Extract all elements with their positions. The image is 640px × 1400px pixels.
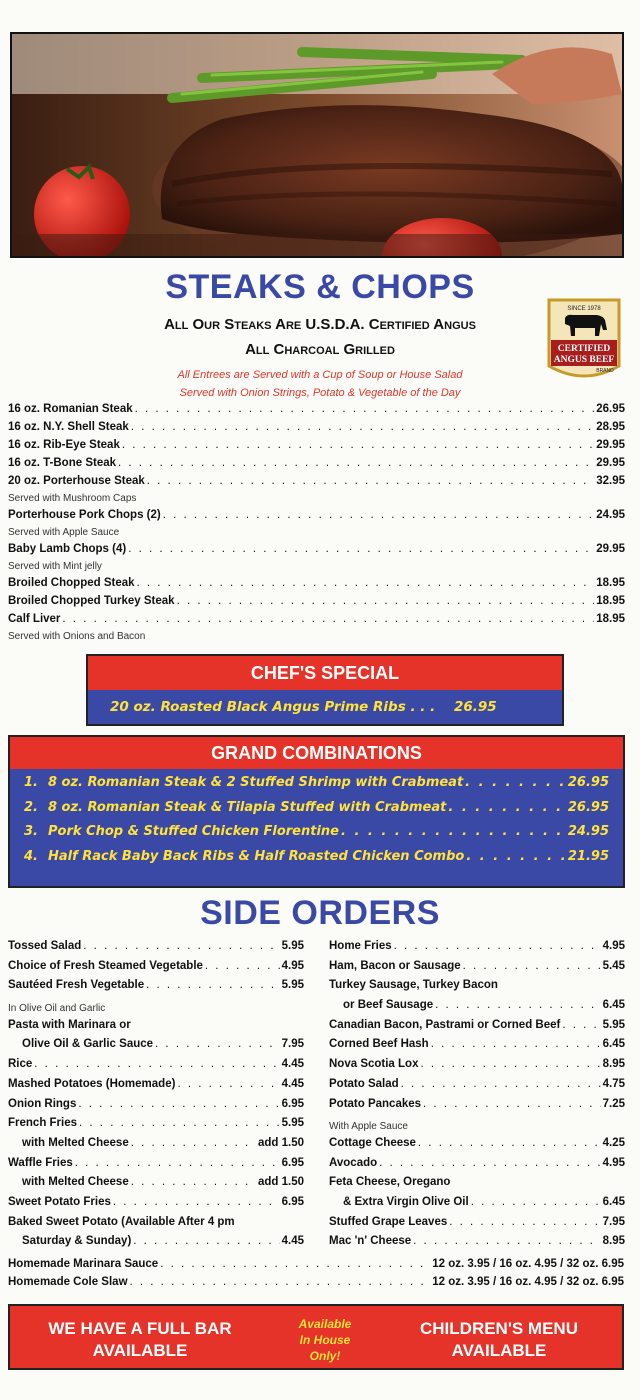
combination-name: 8 oz. Romanian Steak & 2 Stuffed Shrimp with Crabmeat (47, 775, 464, 790)
side-order-item-name: Onion Rings (8, 1097, 77, 1110)
side-order-item-price: add 1.50 (257, 1136, 304, 1149)
side-order-item-price: 5.95 (281, 979, 304, 992)
steak-item-price: 29.95 (596, 543, 625, 555)
badge-line2: ANGUS BEEF (553, 355, 615, 365)
grilled-subtitle: All Charcoal Grilled (245, 341, 395, 358)
side-order-item (8, 960, 304, 980)
side-order-item-price: 5.95 (281, 1117, 304, 1130)
side-order-item-name: French Fries (8, 1117, 78, 1130)
side-order-item-price: add 1.50 (257, 1176, 304, 1189)
side-order-item-name: Nova Scotia Lox (329, 1058, 419, 1071)
steak-item (8, 421, 625, 439)
side-order-item (8, 1038, 304, 1058)
childrens-menu-line1: CHILDREN'S MENU (420, 1319, 578, 1338)
side-order-item (329, 1216, 625, 1236)
steak-item-price: 29.95 (596, 457, 625, 469)
side-order-item-price: 6.45 (602, 999, 625, 1012)
steak-item (8, 543, 625, 561)
full-bar-line1: WE HAVE A FULL BAR (48, 1319, 232, 1338)
side-order-item-name: & Extra Virgin Olive Oil (343, 1195, 469, 1208)
steak-item-price: 26.95 (596, 403, 625, 415)
side-order-item-name: Avocado (329, 1156, 378, 1169)
side-orders-left-column (8, 940, 304, 1255)
steak-description: Served with Onions and Bacon (8, 631, 146, 642)
side-order-item-price: 4.95 (602, 1156, 625, 1169)
chefs-special-title: CHEF'S SPECIAL (88, 656, 562, 690)
steak-item (8, 475, 625, 493)
dot-leader (466, 849, 566, 864)
side-order-item (8, 979, 304, 999)
side-order-item-price: 8.95 (602, 1235, 625, 1248)
dot-leader (113, 1196, 280, 1208)
steak-item-price: 29.95 (596, 439, 625, 451)
side-order-item (329, 979, 625, 999)
steak-list (8, 403, 625, 647)
combination-item (24, 775, 609, 800)
in-house-line3: Only! (309, 1349, 341, 1363)
side-order-item-price: 4.45 (281, 1058, 304, 1071)
steaks-subtitle: All Our Steaks Are U.S.D.A. Certified Angus (164, 316, 476, 333)
dot-leader (379, 1157, 600, 1169)
dot-leader (137, 577, 595, 589)
side-order-item-price: 4.75 (602, 1077, 625, 1090)
dot-leader (465, 775, 566, 790)
dot-leader (155, 1038, 280, 1050)
side-order-item-name: Canadian Bacon, Pastrami or Corned Beef (329, 1018, 561, 1031)
dot-leader (394, 940, 601, 952)
in-house-line2: In House (299, 1333, 351, 1347)
dot-leader (131, 1137, 256, 1149)
side-order-item-price: 6.45 (602, 1038, 625, 1051)
side-order-item (8, 1157, 304, 1177)
dot-leader (449, 1216, 600, 1228)
side-order-item-price: 4.95 (602, 940, 625, 952)
side-order-item-name: Cottage Cheese (329, 1136, 416, 1149)
dot-leader (463, 960, 601, 972)
side-order-item-name: with Melted Cheese (22, 1136, 129, 1149)
steak-item-name: 16 oz. T-Bone Steak (8, 457, 117, 469)
chefs-special-item (88, 690, 562, 724)
steak-item-price: 24.95 (596, 509, 625, 521)
side-order-item-name: Saturday & Sunday) (22, 1235, 132, 1248)
side-order-item-price: 7.25 (602, 1097, 625, 1110)
side-order-item-price: 4.45 (281, 1077, 304, 1090)
side-order-item (329, 1235, 625, 1255)
entree-note: All Entrees are Served with a Cup of Soup or House Salad (177, 369, 463, 381)
side-order-item-name: Pasta with Marinara or (8, 1018, 131, 1031)
side-order-item (329, 999, 625, 1019)
side-order-item-name: Home Fries (329, 940, 392, 952)
side-order-item-name: Olive Oil & Garlic Sauce (22, 1038, 154, 1051)
side-order-item-price: 12 oz. 3.95 / 16 oz. 4.95 / 32 oz. 6.95 (432, 1258, 624, 1270)
side-order-item-name: Ham, Bacon or Sausage (329, 959, 461, 972)
side-orders-right-column (329, 940, 625, 1255)
steak-item-name: 20 oz. Porterhouse Steak (8, 475, 145, 487)
side-order-item-name: Sweet Potato Fries (8, 1195, 111, 1208)
side-order-item-price: 6.95 (281, 1195, 304, 1208)
side-order-item (329, 1038, 625, 1058)
side-order-item (8, 1098, 304, 1118)
steak-item (8, 577, 625, 595)
dot-leader (423, 1098, 601, 1110)
dot-leader (130, 1276, 431, 1288)
childrens-menu-line2: AVAILABLE (451, 1341, 547, 1360)
combination-item (24, 800, 609, 825)
side-order-item (329, 1157, 625, 1177)
dot-leader (341, 824, 566, 839)
badge-since: SINCE 1978 (567, 306, 601, 312)
steak-item-name: Broiled Chopped Turkey Steak (8, 595, 175, 607)
dot-leader (401, 1078, 601, 1090)
steak-item-price: 32.95 (596, 475, 625, 487)
side-order-item (8, 1258, 624, 1276)
side-order-item (329, 960, 625, 980)
side-order-item (329, 1176, 625, 1196)
side-order-item (329, 1019, 625, 1039)
dot-leader (62, 613, 594, 625)
dot-leader (133, 1235, 279, 1247)
side-order-item (8, 1176, 304, 1196)
dot-leader (177, 1078, 279, 1090)
side-order-item-name: Waffle Fries (8, 1156, 73, 1169)
dot-leader (435, 999, 600, 1011)
side-order-item (8, 1196, 304, 1216)
steak-item-name: Calf Liver (8, 613, 61, 625)
side-order-item-name: Feta Cheese, Oregano (329, 1176, 451, 1189)
dot-leader (418, 1137, 601, 1149)
side-order-description: With Apple Sauce (329, 1121, 408, 1133)
combination-price: 26.95 (567, 775, 609, 790)
steak-photo (10, 32, 624, 258)
side-order-item (8, 1019, 304, 1039)
side-order-item-name: Potato Salad (329, 1077, 399, 1090)
side-order-item-name: Mashed Potatoes (Homemade) (8, 1077, 176, 1090)
steak-item-name: Porterhouse Pork Chops (2) (8, 509, 161, 521)
steak-item-price: 18.95 (596, 613, 625, 625)
side-order-item (329, 1058, 625, 1078)
chefs-special-name: 20 oz. Roasted Black Angus Prime Ribs . . . (110, 699, 436, 715)
steak-item (8, 613, 625, 631)
side-order-item (8, 1235, 304, 1255)
steak-item (8, 457, 625, 475)
side-order-item-name: or Beef Sausage (343, 999, 434, 1012)
side-order-item-name: Choice of Fresh Steamed Vegetable (8, 959, 203, 972)
dot-leader (118, 457, 594, 469)
steak-item-price: 28.95 (596, 421, 625, 433)
side-order-item-price: 6.45 (602, 1195, 625, 1208)
dot-leader (131, 421, 594, 433)
steak-item-price: 18.95 (596, 595, 625, 607)
side-order-item (8, 1137, 304, 1157)
combination-number: 1. (24, 775, 38, 790)
dot-leader (205, 960, 280, 972)
steak-item-name: Broiled Chopped Steak (8, 577, 135, 589)
combination-number: 3. (24, 824, 38, 839)
certified-angus-badge (545, 296, 623, 384)
side-order-item-price: 4.95 (281, 959, 304, 972)
side-order-item (8, 940, 304, 960)
side-order-item (329, 1137, 625, 1157)
side-order-item (329, 1196, 625, 1216)
side-order-item (8, 1117, 304, 1137)
side-order-item-price: 6.95 (281, 1156, 304, 1169)
dot-leader (122, 439, 594, 451)
badge-line1: CERTIFIED (557, 344, 611, 354)
combination-price: 24.95 (567, 824, 609, 839)
dot-leader (413, 1235, 600, 1247)
side-order-item-name: with Melted Cheese (22, 1176, 129, 1189)
dot-leader (448, 800, 566, 815)
steak-item (8, 439, 625, 457)
side-order-item (329, 1098, 625, 1118)
dot-leader (78, 1098, 279, 1110)
dot-leader (131, 1176, 256, 1188)
dot-leader (146, 979, 279, 991)
combination-name: 8 oz. Romanian Steak & Tilapia Stuffed with Crabmeat (47, 799, 447, 815)
steak-description: Served with Apple Sauce (8, 527, 120, 538)
side-order-item-price: 4.45 (281, 1235, 304, 1248)
combination-price: 26.95 (567, 799, 609, 815)
side-order-item-name: Potato Pancakes (329, 1097, 422, 1110)
combination-item (24, 824, 609, 849)
combination-number: 4. (24, 848, 38, 864)
combination-name: Pork Chop & Stuffed Chicken Florentine (47, 824, 339, 839)
entree-sides-note: Served with Onion Strings, Potato & Vegetable of the Day (179, 387, 461, 399)
chefs-special-price: 26.95 (453, 699, 497, 715)
side-order-item (8, 1078, 304, 1098)
steak-item-name: Baby Lamb Chops (4) (8, 543, 127, 555)
side-order-item (8, 1058, 304, 1078)
dot-leader (75, 1157, 280, 1169)
side-order-item-name: Homemade Cole Slaw (8, 1276, 128, 1288)
steak-item (8, 595, 625, 613)
grand-combinations-box (8, 735, 625, 888)
footer-banner (8, 1304, 624, 1370)
combination-price: 21.95 (567, 848, 609, 864)
dot-leader (34, 1058, 279, 1070)
side-order-item (329, 940, 625, 960)
steak-item-price: 18.95 (596, 577, 625, 589)
dot-leader (79, 1117, 280, 1129)
side-order-item-name: Corned Beef Hash (329, 1038, 429, 1051)
side-order-item-price: 7.95 (281, 1038, 304, 1051)
grand-combinations-title: GRAND COMBINATIONS (10, 737, 623, 769)
side-order-item-name: Sautéed Fresh Vegetable (8, 979, 145, 992)
steak-item-name: 16 oz. N.Y. Shell Steak (8, 421, 129, 433)
chefs-special-box (86, 654, 564, 726)
side-order-item-name: Stuffed Grape Leaves (329, 1215, 448, 1228)
side-order-item-price: 7.95 (602, 1215, 625, 1228)
side-orders-wide-rows (8, 1258, 624, 1294)
dot-leader (562, 1019, 600, 1031)
steak-item (8, 509, 625, 527)
steak-description: Served with Mint jelly (8, 561, 102, 572)
childrens-menu-notice (382, 1318, 616, 1362)
side-order-item-name: Turkey Sausage, Turkey Bacon (329, 979, 498, 992)
steak-item-name: 16 oz. Romanian Steak (8, 403, 133, 415)
dot-leader (147, 475, 594, 487)
full-bar-line2: AVAILABLE (92, 1341, 188, 1360)
dot-leader (431, 1038, 601, 1050)
side-order-item-price: 5.95 (602, 1018, 625, 1031)
dot-leader (420, 1058, 600, 1070)
side-order-item-price: 4.25 (602, 1136, 625, 1149)
side-order-item-price: 5.45 (602, 959, 625, 972)
side-order-item (329, 1078, 625, 1098)
dot-leader (177, 595, 595, 607)
dot-leader (135, 403, 595, 415)
steak-item (8, 403, 625, 421)
side-order-item-price: 6.95 (281, 1097, 304, 1110)
steak-item-name: 16 oz. Rib-Eye Steak (8, 439, 120, 451)
dot-leader (128, 543, 594, 555)
badge-brand: BRAND (596, 368, 614, 374)
grand-combinations-list (10, 769, 623, 886)
section-title-sides: SIDE ORDERS (200, 894, 440, 932)
dot-leader (83, 940, 279, 952)
side-order-item-price: 12 oz. 3.95 / 16 oz. 4.95 / 32 oz. 6.95 (432, 1276, 624, 1288)
combination-number: 2. (24, 799, 38, 815)
in-house-line1: Available (298, 1317, 352, 1331)
side-order-item-price: 8.95 (602, 1058, 625, 1071)
steak-description: Served with Mushroom Caps (8, 493, 137, 504)
in-house-notice (280, 1316, 370, 1364)
dot-leader (160, 1258, 430, 1270)
section-title-steaks: STEAKS & CHOPS (165, 268, 475, 306)
dot-leader (471, 1196, 601, 1208)
side-order-item-name: Tossed Salad (8, 940, 82, 952)
side-order-item (8, 1276, 624, 1294)
side-order-item-name: Mac 'n' Cheese (329, 1235, 412, 1248)
full-bar-notice (20, 1318, 260, 1362)
combination-item (24, 849, 609, 874)
side-order-item-name: Homemade Marinara Sauce (8, 1258, 159, 1270)
side-order-item-name: Rice (8, 1058, 33, 1071)
side-order-item-price: 5.95 (281, 940, 304, 952)
dot-leader (163, 509, 595, 521)
side-order-item (8, 1216, 304, 1236)
side-order-item-name: Baked Sweet Potato (Available After 4 pm (8, 1215, 235, 1228)
side-order-description: In Olive Oil and Garlic (8, 1003, 106, 1015)
combination-name: Half Rack Baby Back Ribs & Half Roasted Chicken Combo (47, 848, 465, 864)
